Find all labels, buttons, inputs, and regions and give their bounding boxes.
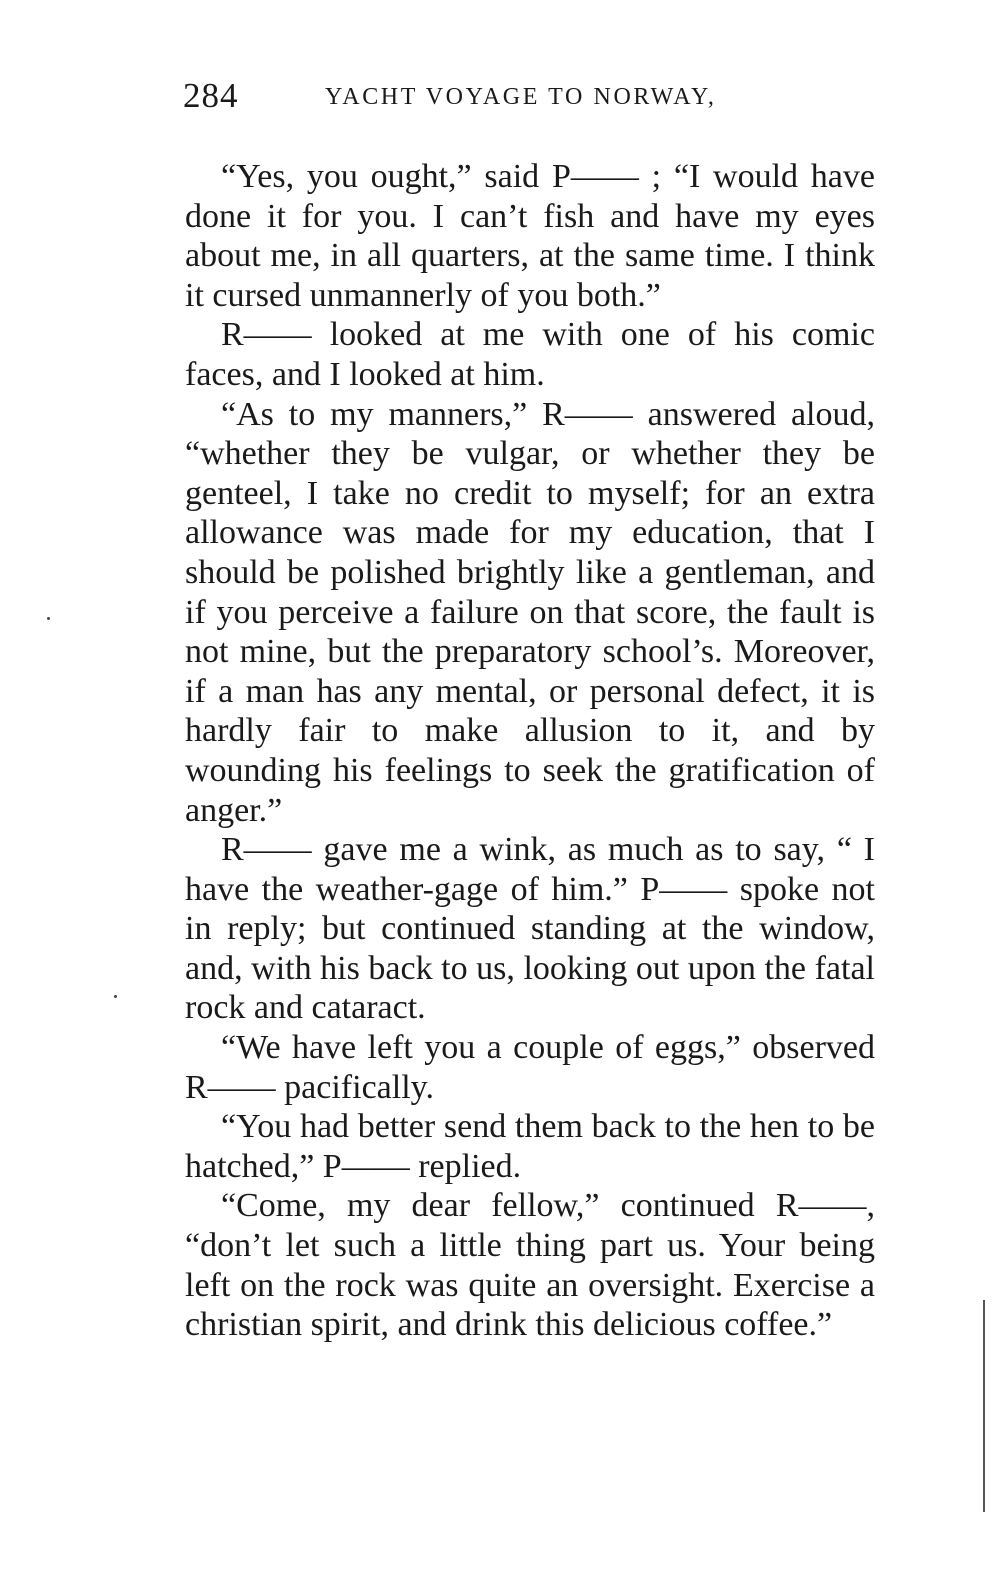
running-title: YACHT VOYAGE TO NORWAY, xyxy=(325,84,717,110)
paragraph: “Come, my dear fellow,” continued R——, “don’t let such a little thing part us. Your being left on the rock was quite an oversight. Exercise a christian spirit, and drink this delicious coffee.” xyxy=(185,1187,875,1344)
paragraph: “Yes, you ought,” said P—— ; “I would have done it for you. I can’t fish and have my eyes about me, in all quarters, at the same time. I think it cursed unmannerly of you both.” xyxy=(185,158,875,314)
paragraph: R—— gave me a wink, as much as to say, “ I have the weather-gage of him.” P—— spoke not in reply; but continued standing at the window, and, with his back to us, looking out upon the fatal rock and cataract. xyxy=(185,831,875,1027)
paragraph: “We have left you a couple of eggs,” observed R—— pacifically. xyxy=(185,1029,875,1106)
stray-mark xyxy=(114,995,117,998)
body-text xyxy=(185,157,875,1345)
paragraph: R—— looked at me with one of his comic faces, and I looked at him. xyxy=(185,316,875,393)
page-edge-line xyxy=(983,1300,985,1512)
paragraph: “You had better send them back to the hen to be hatched,” P—— replied. xyxy=(185,1108,875,1185)
stray-mark xyxy=(47,617,50,620)
page-header xyxy=(183,76,883,120)
paragraph: “As to my manners,” R—— answered aloud, “whether they be vulgar, or whether they be genteel, I take no credit to myself; for an extra allowance was made for my education, that I should be polished brightly like a gentleman, and if you perceive a failure on that score, the fault is not mine, but the preparatory school’s. Moreover, if a man has any mental, or personal defect, it is hardly fair to make allusion to it, and by wounding his feelings to seek the gratification of anger.” xyxy=(185,395,875,829)
page-number: 284 xyxy=(183,76,239,115)
